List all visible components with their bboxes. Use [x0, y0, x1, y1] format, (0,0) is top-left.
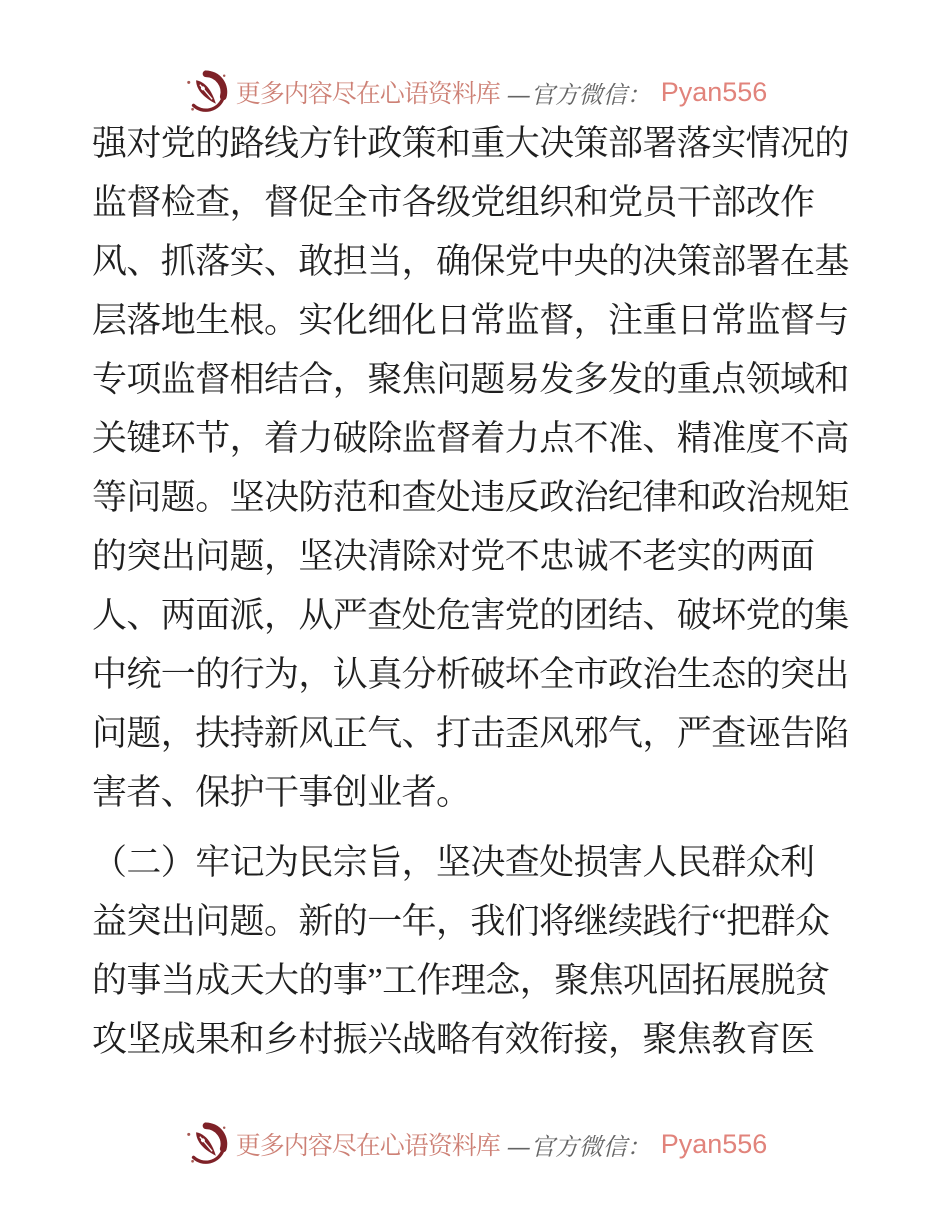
text-line: 关键环节，着力破除监督着力点不准、精准度不高 [92, 419, 849, 458]
watermark-wechat-id: Pyan556 [660, 1128, 768, 1159]
header-watermark [0, 66, 950, 118]
text-line: 人、两面派，从严查处危害党的团结、破坏党的集 [92, 596, 849, 635]
watermark-brand-text: 更多内容尽在心语资料库 [235, 81, 500, 108]
footer-watermark [0, 1118, 950, 1170]
text-line: 监督检查，督促全市各级党组织和党员干部改作 [92, 183, 815, 222]
text-line: 强对党的路线方针政策和重大决策部署落实情况的 [92, 124, 849, 163]
text-line: 等问题。坚决防范和查处违反政治纪律和政治规矩 [92, 478, 849, 517]
text-line: 问题，扶持新风正气、打击歪风邪气，严查诬告陷 [92, 714, 849, 753]
watermark-wechat-id: Pyan556 [660, 76, 768, 107]
text-line: 专项监督相结合，聚焦问题易发多发的重点领域和 [92, 360, 849, 399]
text-line: 害者、保护干事创业者。 [92, 773, 471, 812]
watermark-wechat-label: —官方微信： [506, 80, 651, 109]
text-line: 中统一的行为，认真分析破坏全市政治生态的突出 [92, 655, 849, 694]
text-line: 的事当成天大的事”工作理念，聚焦巩固拓展脱贫 [92, 961, 830, 1000]
watermark-brand-text: 更多内容尽在心语资料库 [235, 1133, 500, 1160]
text-line: 攻坚成果和乡村振兴战略有效衔接，聚焦教育医 [92, 1020, 815, 1059]
watermark-wechat-label: —官方微信： [506, 1132, 651, 1161]
brand-logo-icon [183, 69, 229, 115]
text-line: 层落地生根。实化细化日常监督，注重日常监督与 [92, 301, 849, 340]
text-line: 的突出问题，坚决清除对党不忠诚不老实的两面 [92, 537, 815, 576]
paragraph-2 [92, 833, 862, 1069]
text-line: 风、抓落实、敢担当，确保党中央的决策部署在基 [92, 242, 849, 281]
text-line: 益突出问题。新的一年，我们将继续践行“把群众 [92, 902, 830, 941]
paragraph-1 [92, 114, 862, 822]
brand-logo-icon [183, 1121, 229, 1167]
text-line: （二）牢记为民宗旨，坚决查处损害人民群众利 [92, 843, 815, 882]
document-body [92, 114, 862, 1069]
